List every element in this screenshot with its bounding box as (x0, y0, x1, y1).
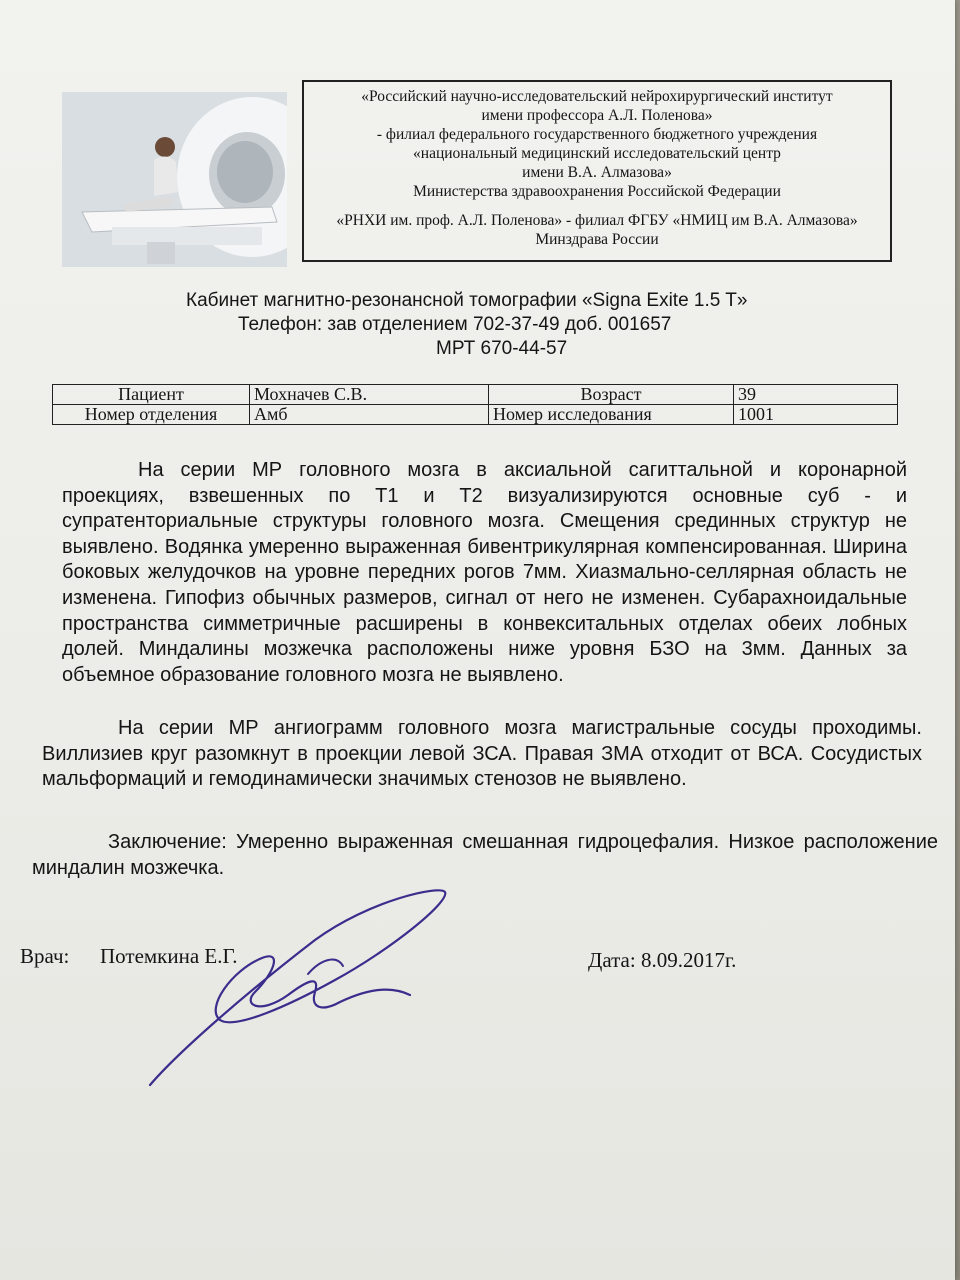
institution-header-box (302, 80, 892, 262)
patient-name: Мохначев С.В. (250, 385, 489, 405)
table-row (53, 385, 898, 405)
report-paragraph-1 (62, 458, 907, 688)
institution-line-5: имени В.А. Алмазова» (522, 164, 672, 181)
age-label: Возраст (489, 385, 734, 405)
institution-line-4: «национальный медицинский исследовательский центр (413, 145, 781, 162)
doctor-label: Врач: (20, 944, 70, 968)
report-paragraph-1-text: На серии МР головного мозга в аксиальной сагиттальной и коронарной проекциях, взвешенных по Т1 и Т2 визуализируются основные суб - и супратенториальные структуры головного мозга. Смещения срединных структур не выявлено. Водянка умеренно выраженная бивентрикулярная компенсированная. Ширина боковых желудочков на уровне передних рогов 7мм. Хиазмально-селлярная область не изменена. Гипофиз обычных размеров, сигнал от него не изменен. Субарахноидальные пространства симметричные расширены в конвекситальных отделах обеих лобных долей. Миндалины мозжечка расположены ниже уровня БЗО на 3мм. Данных за объемное образование головного мозга не выявлено. (62, 459, 907, 686)
patient-label: Пациент (53, 385, 250, 405)
institution-line-6: Министерства здравоохранения Российской Федерации (413, 183, 781, 200)
institution-line-1: «Российский научно-исследовательский нейрохирургический институт (361, 88, 833, 105)
study-label: Номер исследования (489, 405, 734, 425)
patient-info-table (52, 384, 898, 425)
institution-line-8: Минздрава России (535, 231, 659, 248)
institution-line-3: - филиал федерального государственного бюджетного учреждения (376, 126, 818, 143)
mri-phone-line: МРТ 670-44-57 (436, 338, 568, 359)
report-paragraph-2 (42, 716, 922, 793)
table-row (53, 405, 898, 425)
cabinet-title: Кабинет магнитно-резонансной томографии «Signa Exite 1.5 T» (186, 290, 748, 311)
dept-label: Номер отделения (53, 405, 250, 425)
age-value: 39 (734, 385, 898, 405)
mri-scanner-photo (62, 92, 287, 267)
report-date: Дата: 8.09.2017г. (588, 948, 737, 972)
institution-line-2: имени профессора А.Л. Поленова» (481, 107, 713, 124)
phone-line: Телефон: зав отделением 702-37-49 доб. 001657 (238, 314, 672, 335)
doctor-signature (140, 880, 460, 1095)
dept-value: Амб (250, 405, 489, 425)
study-number: 1001 (734, 405, 898, 425)
institution-line-7: «РНХИ им. проф. А.Л. Поленова» - филиал ФГБУ «НМИЦ им В.А. Алмазова» (336, 212, 858, 229)
report-paragraph-2-text: На серии МР ангиограмм головного мозга магистральные сосуды проходимы. Виллизиев круг разомкнут в проекции левой ЗСА. Правая ЗМА отходит от ВСА. Сосудистых мальформаций и гемодинамически значимых стенозов не выявлено. (42, 717, 922, 791)
conclusion-paragraph (32, 830, 938, 881)
doctor-name: Потемкина Е.Г. (100, 944, 238, 968)
conclusion-text: Заключение: Умеренно выраженная смешанная гидроцефалия. Низкое расположение миндалин мозжечка. (32, 831, 938, 879)
